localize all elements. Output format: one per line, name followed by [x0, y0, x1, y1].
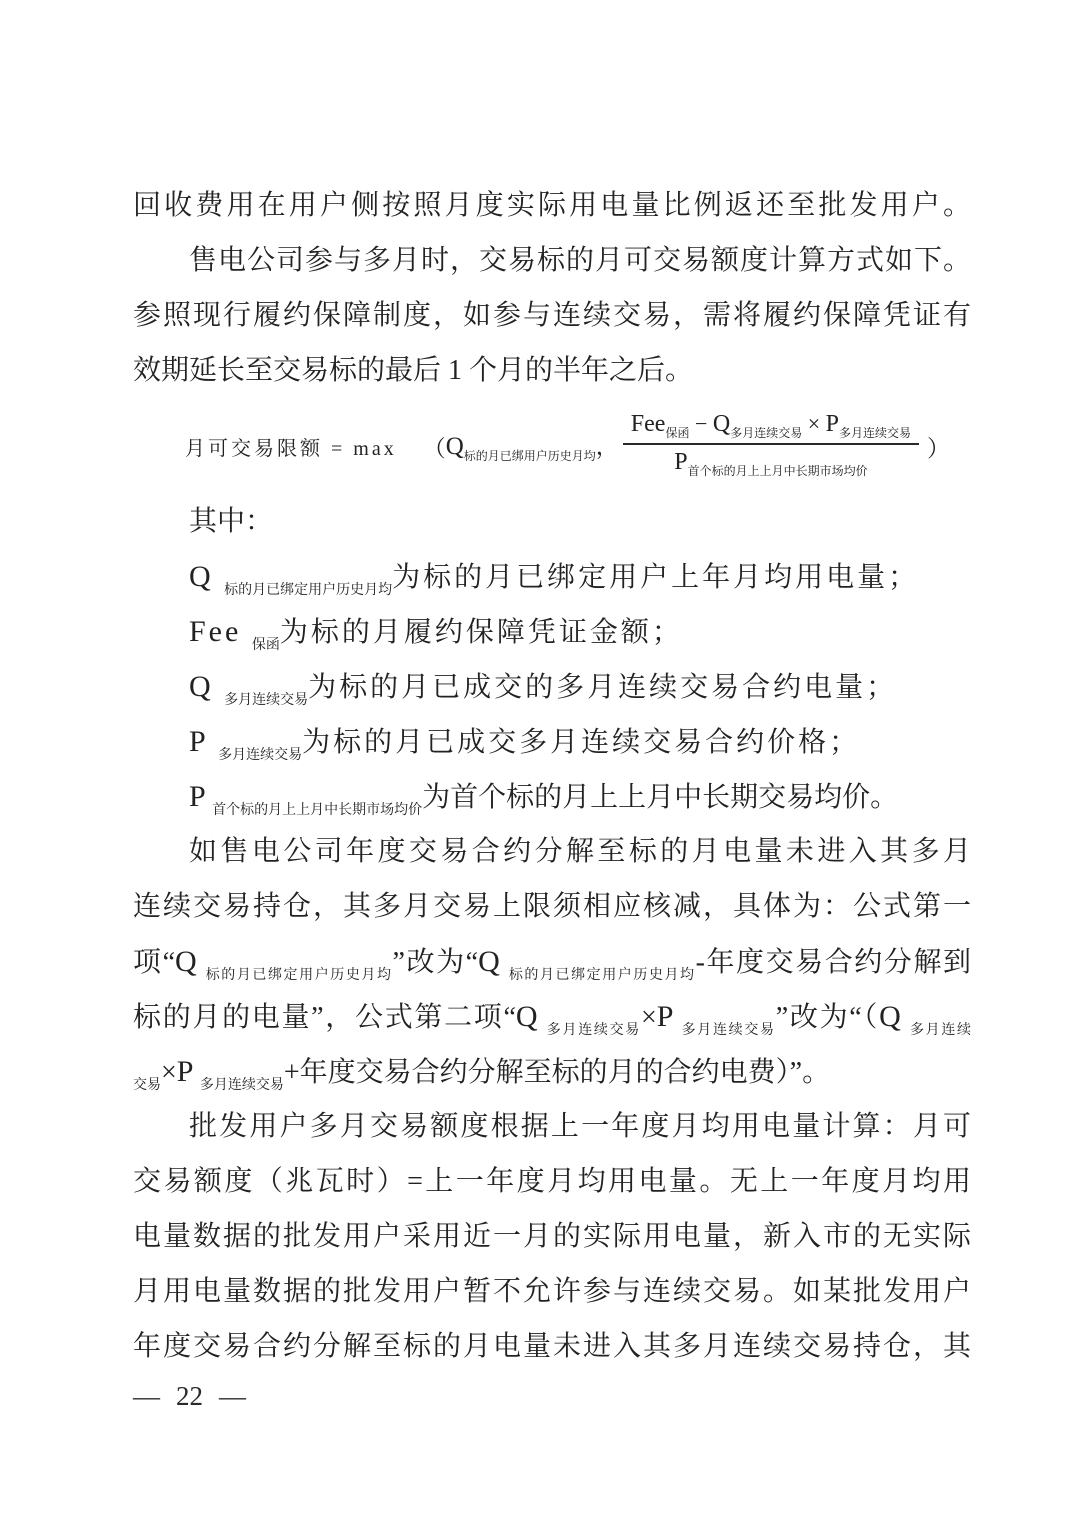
text-segment: 为标的月已成交的多月连续交易合约电量； [308, 672, 898, 703]
text-segment: − [689, 410, 713, 436]
para-line-13 [133, 1264, 971, 1319]
para-line-14 [133, 1319, 971, 1374]
text-segment: 年度交易合约分解至标的月电量未进入其多月连续交易持仓，其 [133, 1331, 971, 1362]
subscript-text: 多月连续交易 [199, 1078, 284, 1093]
para-line-11 [133, 1154, 971, 1209]
para-line-6 [133, 879, 971, 934]
page-number: 22 [176, 1381, 203, 1411]
formula-first-argument [446, 428, 619, 464]
def-p-first-month [133, 769, 971, 824]
text-segment: 售电公司参与多月时，交易标的月可交易额度计算方式如下。 [189, 245, 971, 276]
subscript-text: 保函 [665, 425, 690, 440]
text-segment: 为标的月已绑定用户上年月均用电量； [392, 562, 920, 593]
subscript-text: 多月连续交易 [681, 1023, 776, 1038]
text-segment: 其中： [189, 506, 274, 537]
page-footer [133, 1381, 246, 1412]
variable-symbol: Q [879, 1000, 910, 1033]
text-segment: ， [595, 434, 619, 459]
para-line-9 [133, 1044, 971, 1099]
formula-close-paren: ） [927, 435, 951, 461]
page-content [133, 178, 971, 1374]
variable-symbol: P [656, 1000, 682, 1033]
variable-symbol: Fee [630, 410, 666, 437]
text-segment: 为标的月履约保障凭证金额； [279, 617, 683, 648]
text-segment: 交易额度（兆瓦时）=上一年度月均用电量。无上一年度月均用 [133, 1166, 971, 1197]
paragraph-block-top [133, 178, 971, 398]
text-segment: ”改为“（ [775, 1002, 880, 1033]
para-line-4 [133, 343, 971, 398]
text-segment: 连续交易持仓，其多月交易上限须相应核减，具体为：公式第一 [133, 891, 971, 922]
variable-symbol: Q [478, 945, 509, 978]
text-segment: 电量数据的批发用户采用近一月的实际用电量，新入市的无实际 [133, 1221, 971, 1252]
formula-numerator [623, 410, 919, 445]
text-segment: × [161, 1057, 177, 1088]
variable-symbol: Q [189, 560, 225, 593]
def-fee-guarantee [133, 604, 971, 659]
subscript-text: 标的月已绑定用户历史月均 [205, 968, 393, 983]
text-segment: 如售电公司年度交易合约分解至标的月电量未进入其多月 [189, 836, 971, 867]
variable-symbol: Q [445, 433, 464, 460]
text-segment: +年度交易合约分解至标的月的合约电费）”。 [283, 1057, 831, 1088]
text-segment: 标的月的电量”，公式第二项“ [133, 1002, 516, 1033]
text-segment: 为标的月已成交多月连续交易合约价格； [302, 727, 861, 758]
variable-symbol: P [176, 1055, 200, 1088]
text-segment: -年度交易合约分解到 [695, 947, 972, 978]
para-line-1 [133, 178, 971, 233]
para-line-12 [133, 1209, 971, 1264]
text-segment: 项“ [133, 947, 175, 978]
variable-symbol: P [189, 725, 219, 758]
subscript-text: 标的月已绑用户历史月均 [463, 449, 596, 463]
variable-symbol: Q [189, 670, 225, 703]
variable-symbol: Q [175, 945, 206, 978]
footer-dash-left: — [133, 1381, 160, 1411]
subscript-text: 首个标的月上上月中长期市场均价 [687, 464, 868, 478]
variable-symbol: Fee [189, 615, 252, 648]
para-line-5 [133, 824, 971, 879]
def-q-multimonth [133, 659, 971, 714]
subscript-text: 标的月已绑定用户历史月均 [224, 583, 393, 598]
text-segment: ”改为“ [392, 947, 479, 978]
subscript-text: 保函 [251, 638, 280, 653]
text-segment: 回收费用在用户侧按照月度实际用电量比例返还至批发用户。 [133, 190, 971, 221]
subscript-text: 多月连续交易 [224, 693, 309, 708]
para-line-10 [133, 1099, 971, 1154]
variable-symbol: P [825, 410, 840, 437]
subscript-text: 多月连续交易 [839, 425, 912, 440]
subscript-text: 首个标的月上上月中长期市场均价 [212, 803, 423, 818]
variable-symbol: P [674, 449, 688, 475]
para-line-3 [133, 288, 971, 343]
formula-denominator [674, 445, 867, 478]
para-line-8 [133, 989, 971, 1044]
text-segment: × [802, 410, 826, 436]
formula-fraction [623, 410, 919, 479]
text-segment: 效期延长至交易标的最后 1 个月的半年之后。 [133, 355, 694, 386]
formula-open-paren: （ [422, 435, 446, 461]
def-p-multimonth [133, 714, 971, 769]
subscript-text: 多月连续交易 [730, 425, 803, 440]
formula-lhs: 月可交易限额 = max [185, 437, 397, 460]
text-segment: 为首个标的月上上月中长期交易均价。 [422, 782, 899, 813]
variable-symbol: P [189, 780, 213, 813]
para-line-7 [133, 934, 971, 989]
subscript-text: 交易 [133, 1078, 161, 1093]
formula-monthly-trade-limit [133, 398, 971, 494]
qizhong-label [133, 494, 971, 549]
text-segment: 批发用户多月交易额度根据上一年度月均用电量计算：月可 [189, 1111, 971, 1142]
subscript-text: 多月连续 [909, 1023, 972, 1038]
subscript-text: 多月连续交易 [218, 748, 303, 763]
text-segment: × [640, 1002, 657, 1033]
text-segment: 参照现行履约保障制度，如参与连续交易，需将履约保障凭证有 [133, 300, 971, 331]
text-segment: 月用电量数据的批发用户暂不允许参与连续交易。如某批发用户 [133, 1276, 971, 1307]
subscript-text: 标的月已绑定用户历史月均 [508, 968, 696, 983]
variable-symbol: Q [712, 410, 731, 437]
paragraph-block-bottom [133, 494, 971, 1374]
footer-dash-right: — [219, 1381, 246, 1411]
para-line-2 [133, 233, 971, 288]
subscript-text: 多月连续交易 [546, 1023, 641, 1038]
def-q-bound-users [133, 549, 971, 604]
variable-symbol: Q [515, 1000, 547, 1033]
